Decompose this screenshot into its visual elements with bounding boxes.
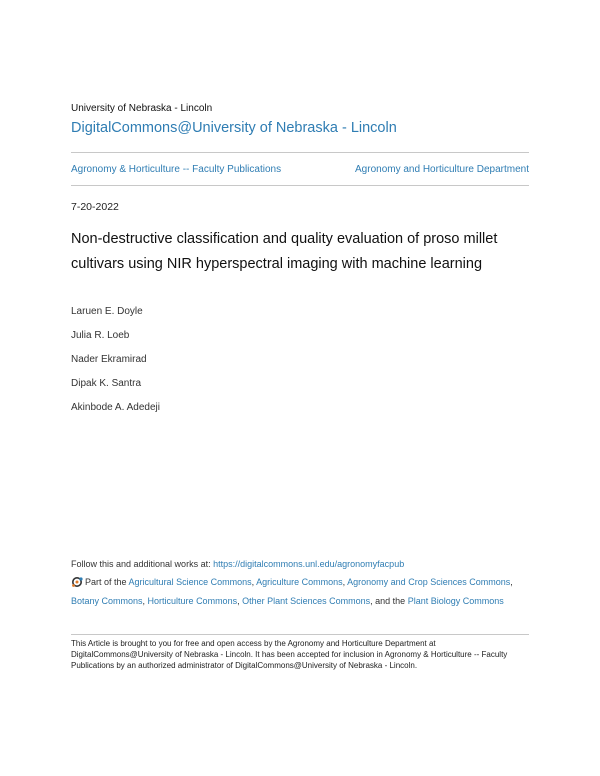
author-1[interactable]: Laruen E. Doyle: [71, 306, 143, 317]
article-title: Non-destructive classification and quality evaluation of proso millet cultivars using NIR hyperspectral imaging with machine learning: [71, 231, 498, 272]
access-note: This Article is brought to you for free and open access by the Agronomy and Horticulture Department at DigitalCommons@University of Nebraska - Lincoln. It has been accepted for inclusion in Agronomy & Horticulture -- Faculty Publications by an authorized administrator of DigitalCommons@University of Nebraska - Lincoln.: [71, 639, 508, 670]
series-link[interactable]: Agronomy & Horticulture -- Faculty Publications: [71, 164, 282, 175]
follow-label: Follow this and additional works at:: [71, 559, 211, 569]
divider-note: [71, 634, 529, 635]
author-2[interactable]: Julia R. Loeb: [71, 330, 130, 341]
commons-network-icon: [71, 576, 83, 593]
commons-link-horticulture[interactable]: Horticulture Commons: [147, 596, 238, 606]
author-3[interactable]: Nader Ekramirad: [71, 354, 147, 365]
commons-link-agronomy-crop-sciences[interactable]: Agronomy and Crop Sciences Commons: [347, 577, 511, 587]
follow-line: [71, 559, 404, 569]
author-4[interactable]: Dipak K. Santra: [71, 378, 142, 389]
divider-top: [71, 152, 529, 153]
commons-link-plant-biology[interactable]: Plant Biology Commons: [407, 596, 504, 606]
follow-url-link[interactable]: https://digitalcommons.unl.edu/agronomyfacpub: [213, 559, 405, 569]
part-of-prefix: Part of the: [85, 577, 127, 587]
publication-date: 7-20-2022: [71, 201, 119, 213]
commons-link-other-plant-sciences[interactable]: Other Plant Sciences Commons: [242, 596, 371, 606]
author-5[interactable]: Akinbode A. Adedeji: [71, 402, 160, 413]
part-of-and-the: , and the: [370, 596, 406, 606]
commons-link-botany[interactable]: Botany Commons: [71, 596, 143, 606]
divider-bottom: [71, 185, 529, 186]
part-of-commons: Part of the Agricultural Science Commons, Agriculture Commons, Agronomy and Crop Sciences Commons, Botany Commons, Horticulture Commons, Other Plant Sciences Commons, and the Plant Biology Commons: [71, 577, 513, 606]
commons-link-agriculture[interactable]: Agriculture Commons: [256, 577, 343, 587]
repository-link[interactable]: DigitalCommons@University of Nebraska - Lincoln: [71, 120, 397, 136]
commons-link-agricultural-science[interactable]: Agricultural Science Commons: [128, 577, 252, 587]
institution-name: University of Nebraska - Lincoln: [71, 103, 213, 114]
department-link[interactable]: Agronomy and Horticulture Department: [355, 164, 529, 175]
